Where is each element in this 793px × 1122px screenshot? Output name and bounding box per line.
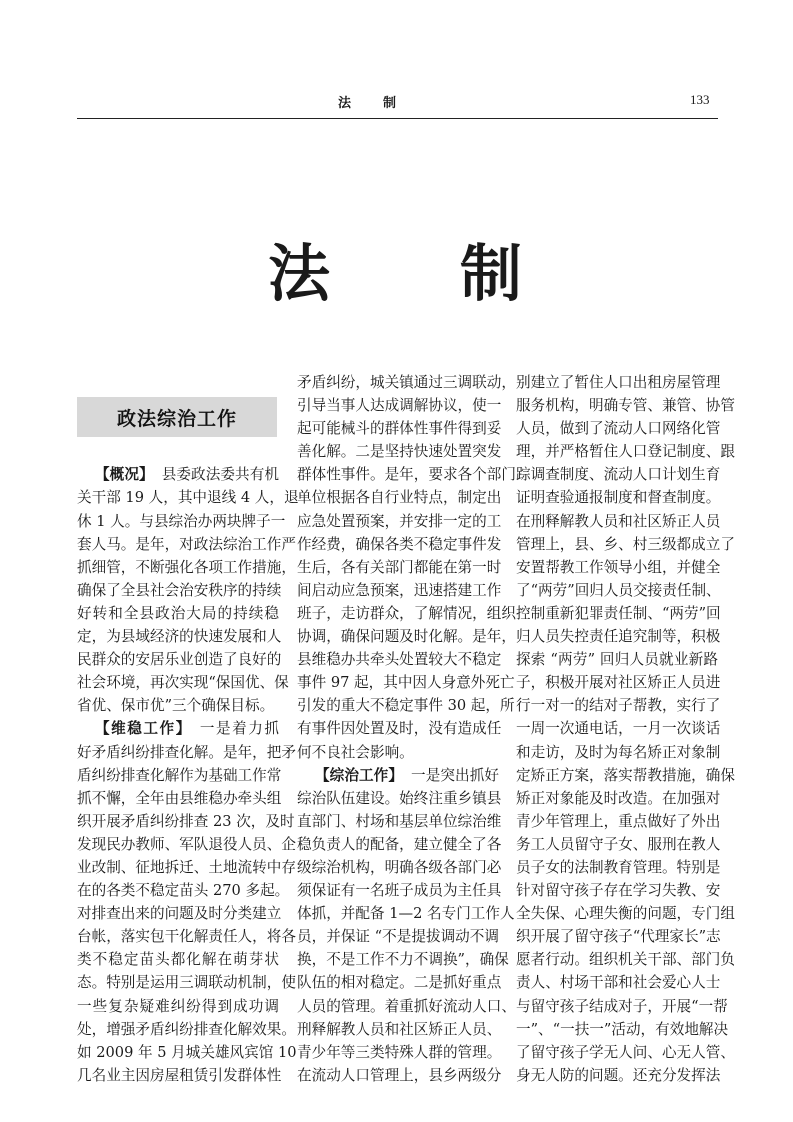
text-line: 管理上，县、乡、村三级都成立了 <box>516 535 735 553</box>
chapter-title-char: 制 <box>460 237 523 310</box>
text-line: 协调，确保问题及时化解。是年， <box>297 628 516 646</box>
text-line: 有事件因处置及时，没有造成任 <box>297 720 502 738</box>
text-line: 生后，各有关部门都能在第一时 <box>297 558 502 576</box>
text-line: 综治队伍建设。始终注重乡镇县 <box>297 789 502 807</box>
text-line: 人员的管理。着重抓好流动人口、 <box>297 997 516 1015</box>
paragraph-heading: 【概况】 <box>95 466 154 484</box>
text-line: 在的各类不稳定苗头 270 多起。 <box>77 882 290 900</box>
running-title: 法 制 <box>338 96 399 111</box>
text-line: 人员，做到了流动人口网络化管 <box>516 420 721 438</box>
text-line: 事件 97 起，其中因人身意外死亡 <box>297 674 515 692</box>
text-line: 引发的重大不稳定事件 30 起，所 <box>297 697 515 715</box>
text-line: 单位根据各自行业特点，制定出 <box>297 489 502 507</box>
text-column-right <box>516 371 735 1087</box>
text-line: 盾纠纷排查化解作为基础工作常 <box>77 766 282 784</box>
text-line: 好矛盾纠纷排查化解。是年，把矛 <box>77 743 296 761</box>
text-line: 织开展矛盾纠纷排查 23 次，及时 <box>77 812 295 830</box>
chapter-title <box>0 234 793 314</box>
chapter-title-char: 法 <box>268 237 331 310</box>
text-line: 在流动人口管理上，县乡两级分 <box>297 1066 502 1084</box>
text-column-middle <box>297 371 516 1087</box>
text-line: 控制重新犯罪责任制、“两劳”回 <box>516 604 721 622</box>
text-line: 几名业主因房屋租赁引发群体性 <box>77 1066 282 1084</box>
text-line: 员子女的法制教育管理。特别是 <box>516 858 721 876</box>
text-line: 套人马。是年，对政法综治工作严 <box>77 535 296 553</box>
text-line: 级综治机构，明确各级各部门必 <box>297 858 502 876</box>
text-line: 归人员失控责任追究制等，积极 <box>516 628 721 646</box>
text-line: 如 2009 年 5 月城关雄风宾馆 10 <box>77 1043 297 1061</box>
text-column-left <box>77 463 299 1087</box>
header-rule <box>77 118 718 119</box>
text-line: 善化解。二是坚持快速处置突发 <box>297 443 502 461</box>
text-line: 愿者行动。组织机关干部、部门负 <box>516 951 735 969</box>
text-line: 直部门、村场和基层单位综治维 <box>297 812 502 830</box>
text-line: 民群众的安居乐业创造了良好的 <box>77 651 282 669</box>
text-line: 业改制、征地拆迁、土地流转中存 <box>77 858 296 876</box>
text-line: 一周一次通电话，一月一次谈话 <box>516 720 721 738</box>
text-line: 定矫正方案，落实帮教措施，确保 <box>516 766 735 784</box>
text-line: 员，并保证 “不是提拔调动不调 <box>297 928 499 946</box>
text-line: 须保证有一名班子成员为主任具 <box>297 882 502 900</box>
text-line: 身无人防的问题。还充分发挥法 <box>516 1066 721 1084</box>
section-title: 政法综治工作 <box>77 397 277 437</box>
text-line: 社会环境，再次实现“保国优、保 <box>77 674 289 692</box>
page-number: 133 <box>690 92 710 107</box>
text-line: 间启动应急预案，迅速搭建工作 <box>297 581 502 599</box>
text-line: 体抓，并配备 1—2 名专门工作人 <box>297 905 515 923</box>
text-line: 发现民办教师、军队退役人员、企 <box>77 835 296 853</box>
text: 一是突出抓好 <box>411 766 499 784</box>
text-line: 行一对一的结对子帮教，实行了 <box>516 697 721 715</box>
text-line: 何不良社会影响。 <box>297 743 414 761</box>
text-line: 青少年等三类特殊人群的管理。 <box>297 1043 502 1061</box>
text-line: 责人、村场干部和社会爱心人士 <box>516 974 721 992</box>
text-line: 定，为县域经济的快速发展和人 <box>77 628 282 646</box>
text-line: 了“两劳”回归人员交接责任制、 <box>516 581 721 599</box>
text-line: 一”、“一扶一”活动，有效地解决 <box>516 1020 729 1038</box>
text-line: 作经费，确保各类不稳定事件发 <box>297 535 502 553</box>
text-line: 织开展了留守孩子“代理家长”志 <box>516 928 721 946</box>
paragraph-first-line <box>77 463 279 486</box>
text-line: 青少年管理上，重点做好了外出 <box>516 812 721 830</box>
text-line: 对排查出来的问题及时分类建立 <box>77 905 282 923</box>
text-line: 一些复杂疑难纠纷得到成功调 <box>77 997 279 1015</box>
text-line: 县维稳办共牵头处置较大不稳定 <box>297 651 502 669</box>
text-line: 理，并严格暂住人口登记制度、跟 <box>516 443 735 461</box>
text-line: 矫正对象能及时改造。在加强对 <box>516 789 721 807</box>
text-line: 抓细管，不断强化各项工作措施， <box>77 558 296 576</box>
text-line: 应急处置预案，并安排一定的工 <box>297 512 502 530</box>
text-line: 刑释解教人员和社区矫正人员、 <box>297 1020 502 1038</box>
text-line: 班子，走访群众，了解情况，组织 <box>297 604 516 622</box>
text-line: 队伍的相对稳定。二是抓好重点 <box>297 974 502 992</box>
text-line: 省优、保市优”三个确保目标。 <box>77 697 275 715</box>
text-line: 关干部 19 人，其中退线 4 人，退 <box>77 489 299 507</box>
text-line: 处，增强矛盾纠纷排查化解效果。 <box>77 1020 296 1038</box>
paragraph-first-line <box>77 717 279 740</box>
text-line: 与留守孩子结成对子，开展“一帮 <box>516 997 728 1015</box>
text-line: 休 1 人。与县综治办两块牌子一 <box>77 512 286 530</box>
text: 一是着力抓 <box>199 720 279 738</box>
text-line: 务工人员留守子女、服刑在教人 <box>516 835 721 853</box>
text-line: 起可能械斗的群体性事件得到妥 <box>297 420 502 438</box>
text-line: 了留守孩子学无人问、心无人管、 <box>516 1043 735 1061</box>
text-line: 稳负责人的配备，建立健全了各 <box>297 835 502 853</box>
text-line: 子，积极开展对社区矫正人员进 <box>516 674 721 692</box>
text-line: 在刑释解教人员和社区矫正人员 <box>516 512 721 530</box>
text-line: 抓不懈，全年由县维稳办牵头组 <box>77 789 282 807</box>
text-line: 踪调查制度、流动人口计划生育 <box>516 466 721 484</box>
paragraph-heading: 【维稳工作】 <box>95 720 192 738</box>
text-line: 确保了全县社会治安秩序的持续 <box>77 581 282 599</box>
text-line: 好转和全县政治大局的持续稳 <box>77 604 279 622</box>
text-line: 证明查验通报制度和督查制度。 <box>516 489 721 507</box>
text-line: 类不稳定苗头都化解在萌芽状 <box>77 951 279 969</box>
text-line: 群体性事件。是年，要求各个部门 <box>297 466 516 484</box>
text-line: 全失保、心理失衡的问题，专门组 <box>516 905 735 923</box>
text-line: 服务机构，明确专管、兼管、协管 <box>516 397 735 415</box>
text-line: 针对留守孩子存在学习失教、安 <box>516 882 721 900</box>
text-line: 引导当事人达成调解协议，使一 <box>297 397 502 415</box>
text-line: 换，不是工作不力不调换”，确保 <box>297 951 509 969</box>
text-line: 探索 “两劳” 回归人员就业新路 <box>516 651 718 669</box>
text-line: 态。特别是运用三调联动机制，使 <box>77 974 296 992</box>
text-line: 台帐，落实包干化解责任人，将各 <box>77 928 296 946</box>
paragraph-heading: 【综治工作】 <box>315 766 404 784</box>
paragraph-first-line <box>297 764 499 787</box>
text-line: 和走访，及时为每名矫正对象制 <box>516 743 721 761</box>
text-line: 矛盾纠纷，城关镇通过三调联动， <box>297 374 516 391</box>
text: 县委政法委共有机 <box>161 466 279 484</box>
text-line: 安置帮教工作领导小组，并健全 <box>516 558 721 576</box>
text-line: 别建立了暂住人口出租房屋管理 <box>516 374 721 391</box>
